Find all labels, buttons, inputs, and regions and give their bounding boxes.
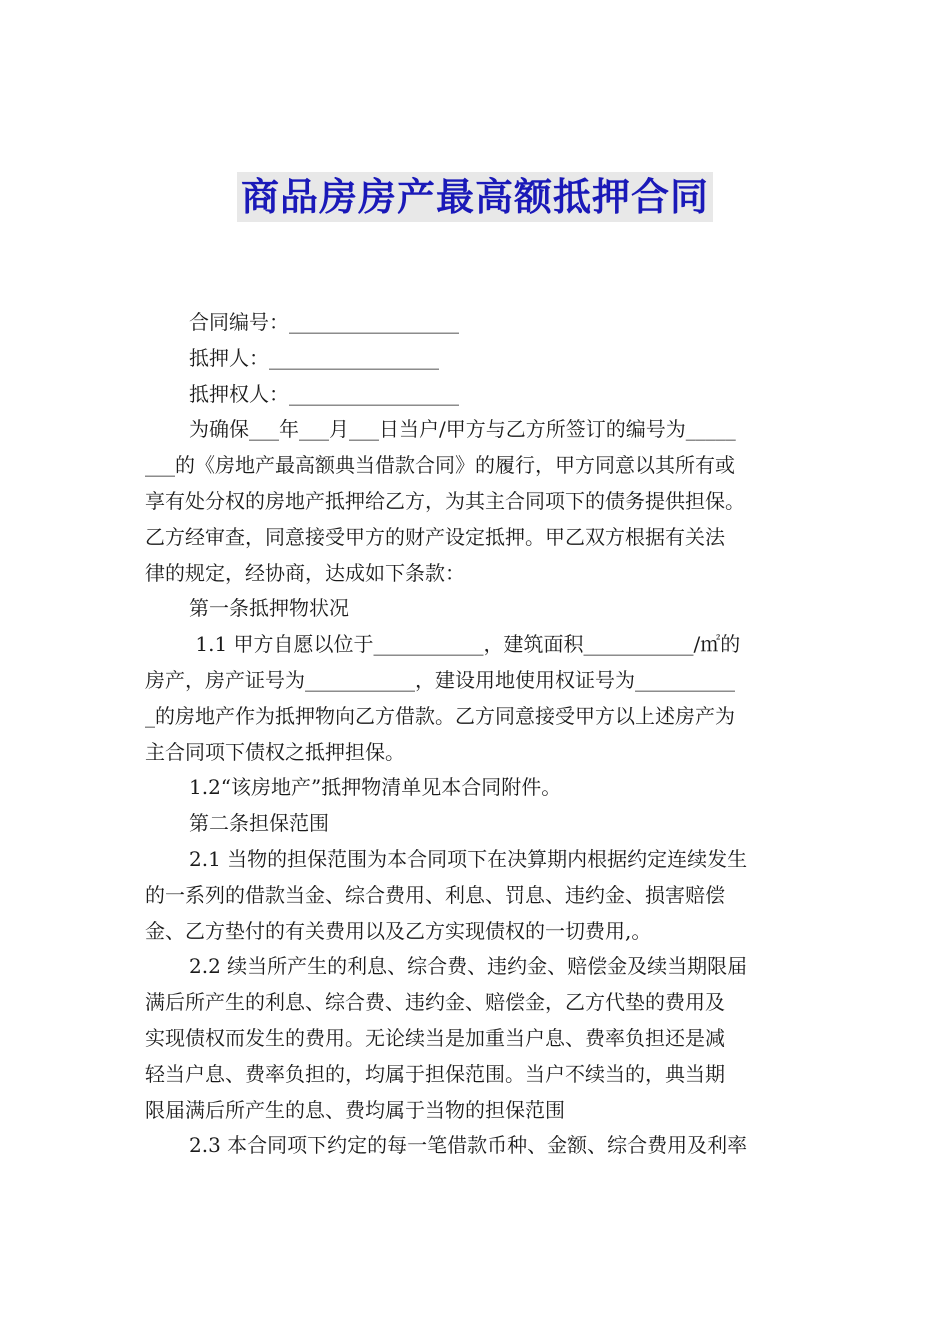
text-line: 房产，房产证号为___________，建设用地使用权证号为__________ xyxy=(145,667,735,692)
document-title: 商品房房产最高额抵押合同 xyxy=(237,172,713,222)
text-line: 2.2 续当所产生的利息、综合费、违约金、赔偿金及续当期限届 xyxy=(189,954,748,979)
text-line: 金、乙方垫付的有关费用以及乙方实现债权的一切费用,。 xyxy=(145,918,652,943)
text-line: 为确保___年___月___日当户/甲方与乙方所签订的编号为_____ xyxy=(189,417,736,442)
text-line: 合同编号：_________________ xyxy=(189,310,459,334)
text-line: 轻当户息、费率负担的，均属于担保范围。当户不续当的，典当期 xyxy=(145,1061,725,1086)
text-line: 第二条担保范围 xyxy=(189,811,329,836)
text-line: 限届满后所产生的息、费均属于当物的担保范围 xyxy=(145,1097,565,1122)
text-line: 1.1 甲方自愿以位于___________，建筑面积___________/㎡的 xyxy=(189,632,741,657)
text-line: 2.1 当物的担保范围为本合同项下在决算期内根据约定连续发生 xyxy=(189,846,748,871)
text-line: 抵押人：_________________ xyxy=(189,345,439,370)
text-line: 实现债权而发生的费用。无论续当是加重当户息、费率负担还是减 xyxy=(145,1025,725,1050)
text-line: 满后所产生的利息、综合费、违约金、赔偿金，乙方代垫的费用及 xyxy=(145,990,725,1015)
text-line: _的房地产作为抵押物向乙方借款。乙方同意接受甲方以上述房产为 xyxy=(145,703,735,728)
title-container xyxy=(0,172,950,222)
text-line: 1.2“该房地产”抵押物清单见本合同附件。 xyxy=(189,775,562,800)
document-body xyxy=(145,305,810,1164)
text-line: 的一系列的借款当金、综合费用、利息、罚息、违约金、损害赔偿 xyxy=(145,882,725,907)
text-line: 第一条抵押物状况 xyxy=(189,596,349,621)
text-line: 享有处分权的房地产抵押给乙方，为其主合同项下的债务提供担保。 xyxy=(145,488,745,513)
text-line: 律的规定，经协商，达成如下条款： xyxy=(145,560,465,585)
text-line: 2.3 本合同项下约定的每一笔借款币种、金额、综合费用及利率 xyxy=(189,1133,748,1158)
text-line: 主合同项下债权之抵押担保。 xyxy=(145,739,405,764)
text-line: ___的《房地产最高额典当借款合同》的履行，甲方同意以其所有或 xyxy=(145,453,735,478)
text-line: 乙方经审查，同意接受甲方的财产设定抵押。甲乙双方根据有关法 xyxy=(145,524,725,549)
text-line: 抵押权人：_________________ xyxy=(189,381,459,406)
